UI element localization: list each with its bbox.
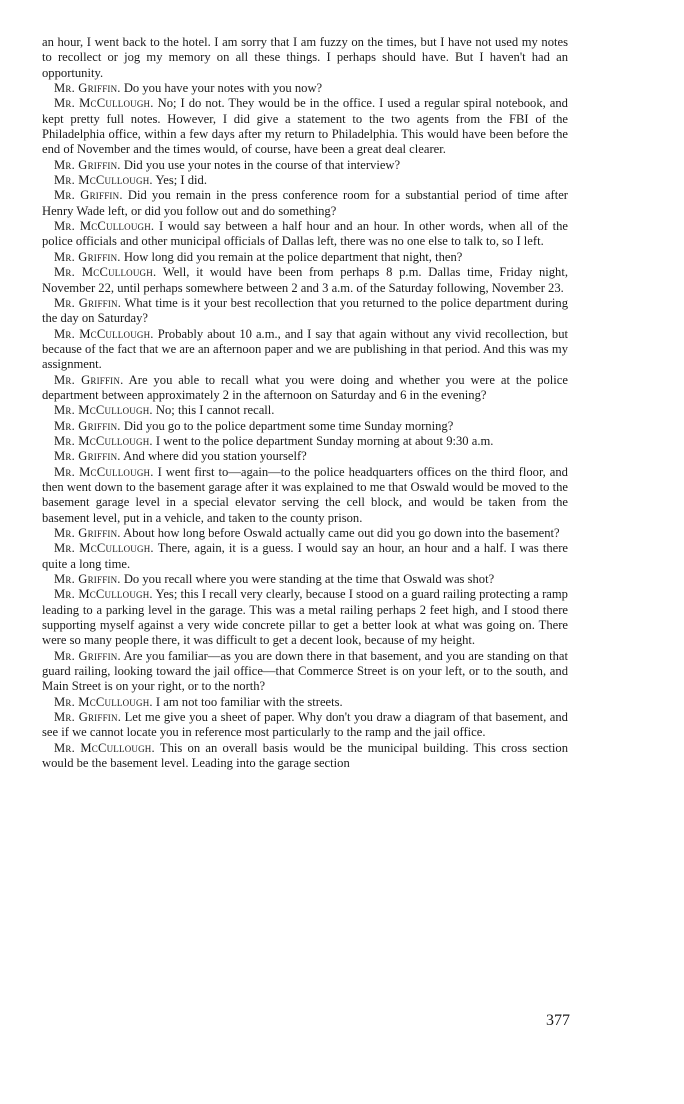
testimony-page — [42, 35, 568, 772]
speaker: Mr. Griffin. — [54, 526, 121, 540]
speaker: Mr. Griffin. — [54, 81, 121, 96]
speaker: Mr. McCullough. — [54, 740, 155, 755]
speaker: Mr. Griffin. — [54, 295, 122, 310]
paragraph — [42, 710, 568, 741]
paragraph-text: Do you have your notes with you now? — [123, 81, 323, 96]
paragraph — [42, 434, 568, 449]
paragraph-text: Are you familiar—as you are down there in that basement, and you are standing on that guard railing, looking toward the jail office—that Commerce Street is on your left, or to the south, and Main Street is on your right, or to the north? — [42, 648, 568, 694]
paragraph — [42, 465, 568, 526]
paragraph-text: Did you remain in the press conference room for a substantial period of time after Henry Wade left, or did you follow out and do something? — [42, 188, 568, 218]
speaker: Mr. McCullough. — [54, 694, 153, 709]
paragraph-text: No; I do not. They would be in the office. I used a regular spiral notebook, and kept pretty full notes. However, I did give a statement to the two agents from the FBI of the Philadelphia office, within a few days after my return to Philadelphia. This would have been before the end of November and the times would, of course, have been a great deal clearer. — [42, 96, 568, 157]
speaker: Mr. McCullough. — [54, 326, 154, 341]
speaker: Mr. McCullough. — [54, 173, 153, 188]
paragraph-text: Well, it would have been from perhaps 8 p.m. Dallas time, Friday night, November 22, until perhaps somewhere between 2 and 3 a.m. of the Saturday following, November 23. — [42, 265, 568, 295]
paragraph-text: Let me give you a sheet of paper. Why don't you draw a diagram of that basement, and see if we cannot locate you in reference most particularly to the ramp and the jail office. — [42, 710, 568, 740]
speaker: Mr. McCullough. — [54, 587, 153, 602]
paragraph — [42, 541, 568, 572]
speaker: Mr. McCullough. — [54, 464, 154, 479]
speaker: Mr. Griffin. — [54, 449, 121, 464]
speaker: Mr. Griffin. — [54, 418, 121, 433]
paragraph-text: I went first to—again—to the police headquarters offices on the third floor, and then went down to the basement garage after it was explained to me that Oswald would be moved to the basement garage level in a special elevator serving the cell block, and would be taken from the basement level, put in a vehicle, and taken to the county prison. — [42, 464, 568, 525]
speaker: Mr. Griffin. — [54, 572, 121, 587]
paragraph-text: Did you use your notes in the course of that interview? — [123, 157, 401, 172]
paragraph-text: Are you able to recall what you were doing and whether you were at the police department between approximately 2 in the afternoon on Saturday and 6 in the evening? — [42, 372, 568, 402]
paragraph-text: No; this I cannot recall. — [155, 403, 275, 418]
paragraph-text: an hour, I went back to the hotel. I am sorry that I am fuzzy on the times, but I have not used my notes to recollect or jog my memory on all these things. I perhaps should have. But I haven't had an opportunity. — [42, 35, 568, 80]
speaker: Mr. Griffin. — [54, 249, 121, 264]
paragraph — [42, 327, 568, 373]
speaker: Mr. Griffin. — [54, 188, 123, 203]
paragraph — [42, 449, 568, 464]
paragraph-text: I went to the police department Sunday morning at about 9:30 a.m. — [155, 433, 494, 448]
paragraph-text: What time is it your best recollection that you returned to the police department during the day on Saturday? — [42, 295, 568, 326]
paragraph — [42, 649, 568, 695]
speaker: Mr. Griffin. — [54, 372, 124, 387]
paragraph — [42, 419, 568, 434]
paragraph-text: I am not too familiar with the streets. — [155, 694, 343, 709]
paragraph-continuation — [42, 35, 568, 81]
paragraph — [42, 741, 568, 772]
speaker: Mr. McCullough. — [54, 219, 155, 234]
paragraph — [42, 695, 568, 710]
paragraph-text: There, again, it is a guess. I would say an hour, an hour and a half. I was there quite a long time. — [42, 541, 568, 571]
speaker: Mr. McCullough. — [54, 433, 153, 448]
paragraph-text: I would say between a half hour and an hour. In other words, when all of the police officials and other municipal officials of Dallas left, there was no one else to talk to, so I left. — [42, 219, 568, 249]
speaker: Mr. McCullough. — [54, 265, 157, 280]
paragraph — [42, 587, 568, 648]
speaker: Mr. Griffin. — [54, 648, 121, 663]
speaker: Mr. McCullough. — [54, 96, 154, 111]
paragraph-text: Probably about 10 a.m., and I say that again without any vivid recollection, but because of the fact that we are an afternoon paper and we are publishing in that period. And this was my assignment. — [42, 326, 568, 372]
paragraph — [42, 219, 568, 250]
paragraph-text: This on an overall basis would be the municipal building. This cross section would be the basement level. Leading into the garage section — [42, 740, 569, 771]
paragraph-text: Did you go to the police department some time Sunday morning? — [123, 418, 454, 433]
paragraph — [42, 572, 568, 587]
paragraph-text: How long did you remain at the police department that night, then? — [123, 249, 463, 264]
paragraph — [42, 81, 568, 96]
paragraph-text: Yes; I did. — [155, 173, 207, 188]
paragraph-text: Yes; this I recall very clearly, because I stood on a guard railing protecting a ramp leading to a parking level in the garage. This was a metal railing perhaps 2 feet high, and I stood there supporting myself against a very wide concrete pillar to get a better look at what was going on. There were so many people there, it was difficult to get a decent look, because of my height. — [42, 587, 568, 648]
paragraph-text: About how long before Oswald actually came out did you go down into the basement? — [123, 526, 560, 540]
paragraph — [42, 373, 568, 404]
speaker: Mr. Griffin. — [54, 710, 122, 725]
paragraph — [42, 265, 568, 296]
paragraph — [42, 188, 568, 219]
speaker: Mr. Griffin. — [54, 157, 121, 172]
paragraph — [42, 250, 568, 265]
paragraph — [42, 296, 568, 327]
paragraph — [42, 158, 568, 173]
paragraph — [42, 403, 568, 418]
paragraph-text: And where did you station yourself? — [123, 449, 307, 464]
paragraph — [42, 96, 568, 157]
speaker: Mr. McCullough. — [54, 403, 153, 418]
page-number: 377 — [546, 1012, 570, 1029]
speaker: Mr. McCullough. — [54, 541, 154, 556]
paragraph-text: Do you recall where you were standing at the time that Oswald was shot? — [123, 572, 495, 587]
paragraph — [42, 526, 568, 541]
paragraph — [42, 173, 568, 188]
